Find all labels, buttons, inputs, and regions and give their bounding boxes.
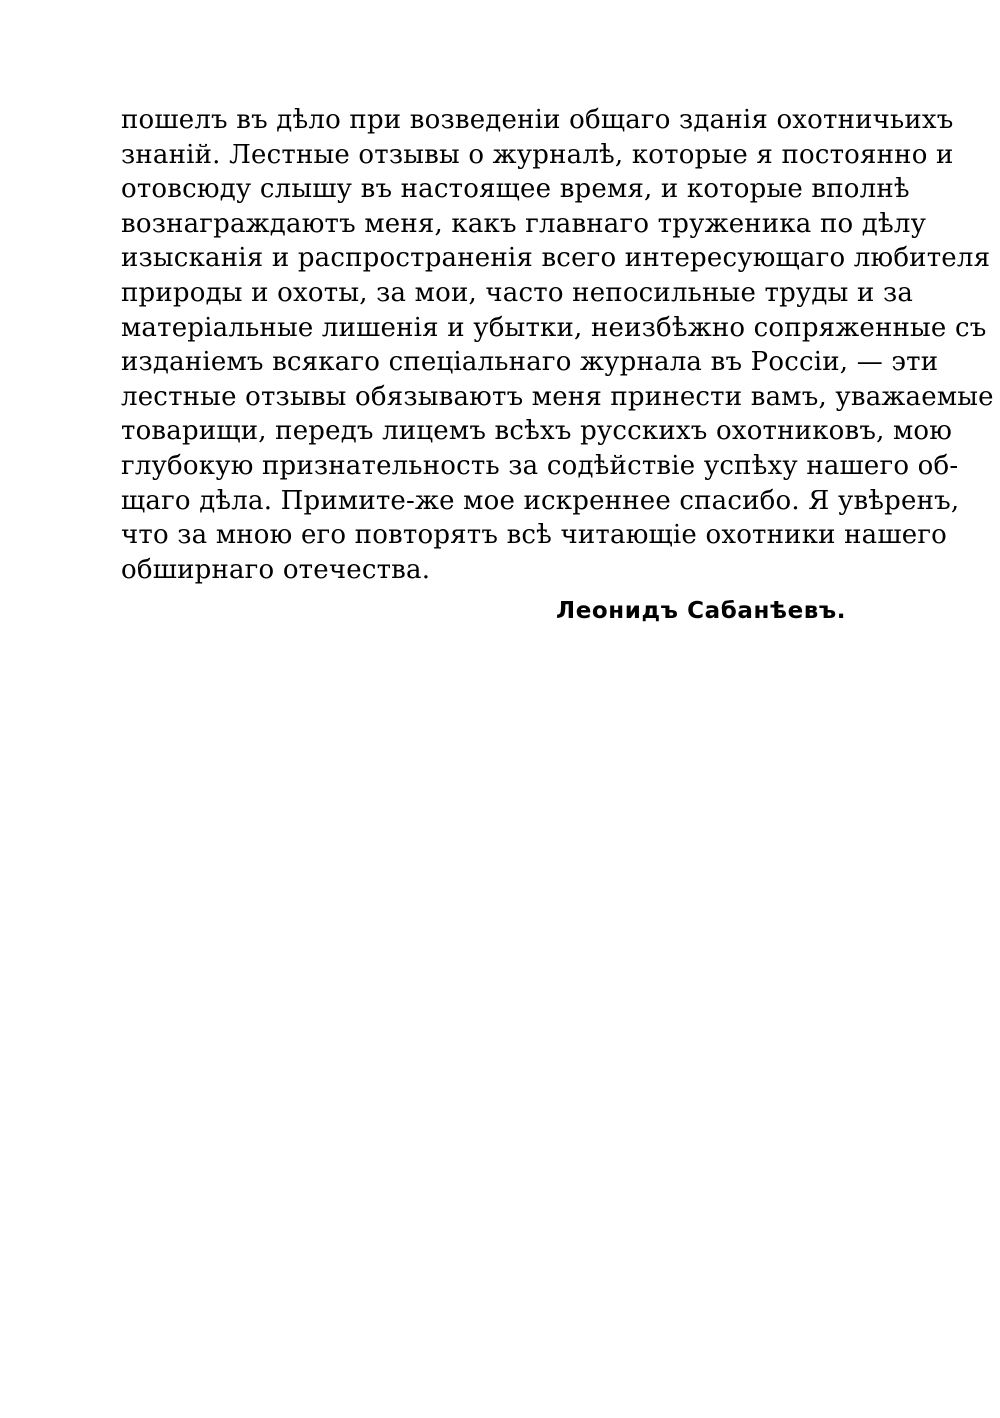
text-line: что за мною его повторятъ всѣ читающіе охотники нашего [121,520,948,551]
text-line: щаго дѣла. Примите-же мое искреннее спасибо. Я увѣренъ, [121,485,960,516]
text-line: вознаграждаютъ меня, какъ главнаго труженика по дѣлу [121,208,927,239]
text-line-last: обширнаго отечества. [121,554,431,585]
text-line: глубокую признательность за содѣйствіе успѣху нашего об- [121,450,959,481]
text-line: товарищи, передъ лицемъ всѣхъ русскихъ охотниковъ, мою [121,416,953,447]
text-line: матеріальные лишенія и убытки, неизбѣжно сопряженные съ [121,312,987,343]
text-line: природы и охоты, за мои, часто непосильные труды и за [121,277,914,308]
body-text [121,103,994,587]
text-line: пошелъ въ дѣло при возведеніи общаго зданія охотничьихъ [121,105,954,135]
text-line: изысканія и распространенія всего интересующаго любителя [121,243,991,274]
signature: Леонидъ Сабанѣевъ. [556,598,847,624]
text-line: изданіемъ всякаго спеціальнаго журнала въ Россіи, — эти [121,347,939,378]
text-line: отовсюду слышу въ настоящее время, и которые вполнѣ [121,174,910,205]
text-line: знаній. Лестные отзывы о журналѣ, которые я постоянно и [121,139,954,170]
text-line: лестные отзывы обязываютъ меня принести вамъ, уважаемые [121,381,994,412]
